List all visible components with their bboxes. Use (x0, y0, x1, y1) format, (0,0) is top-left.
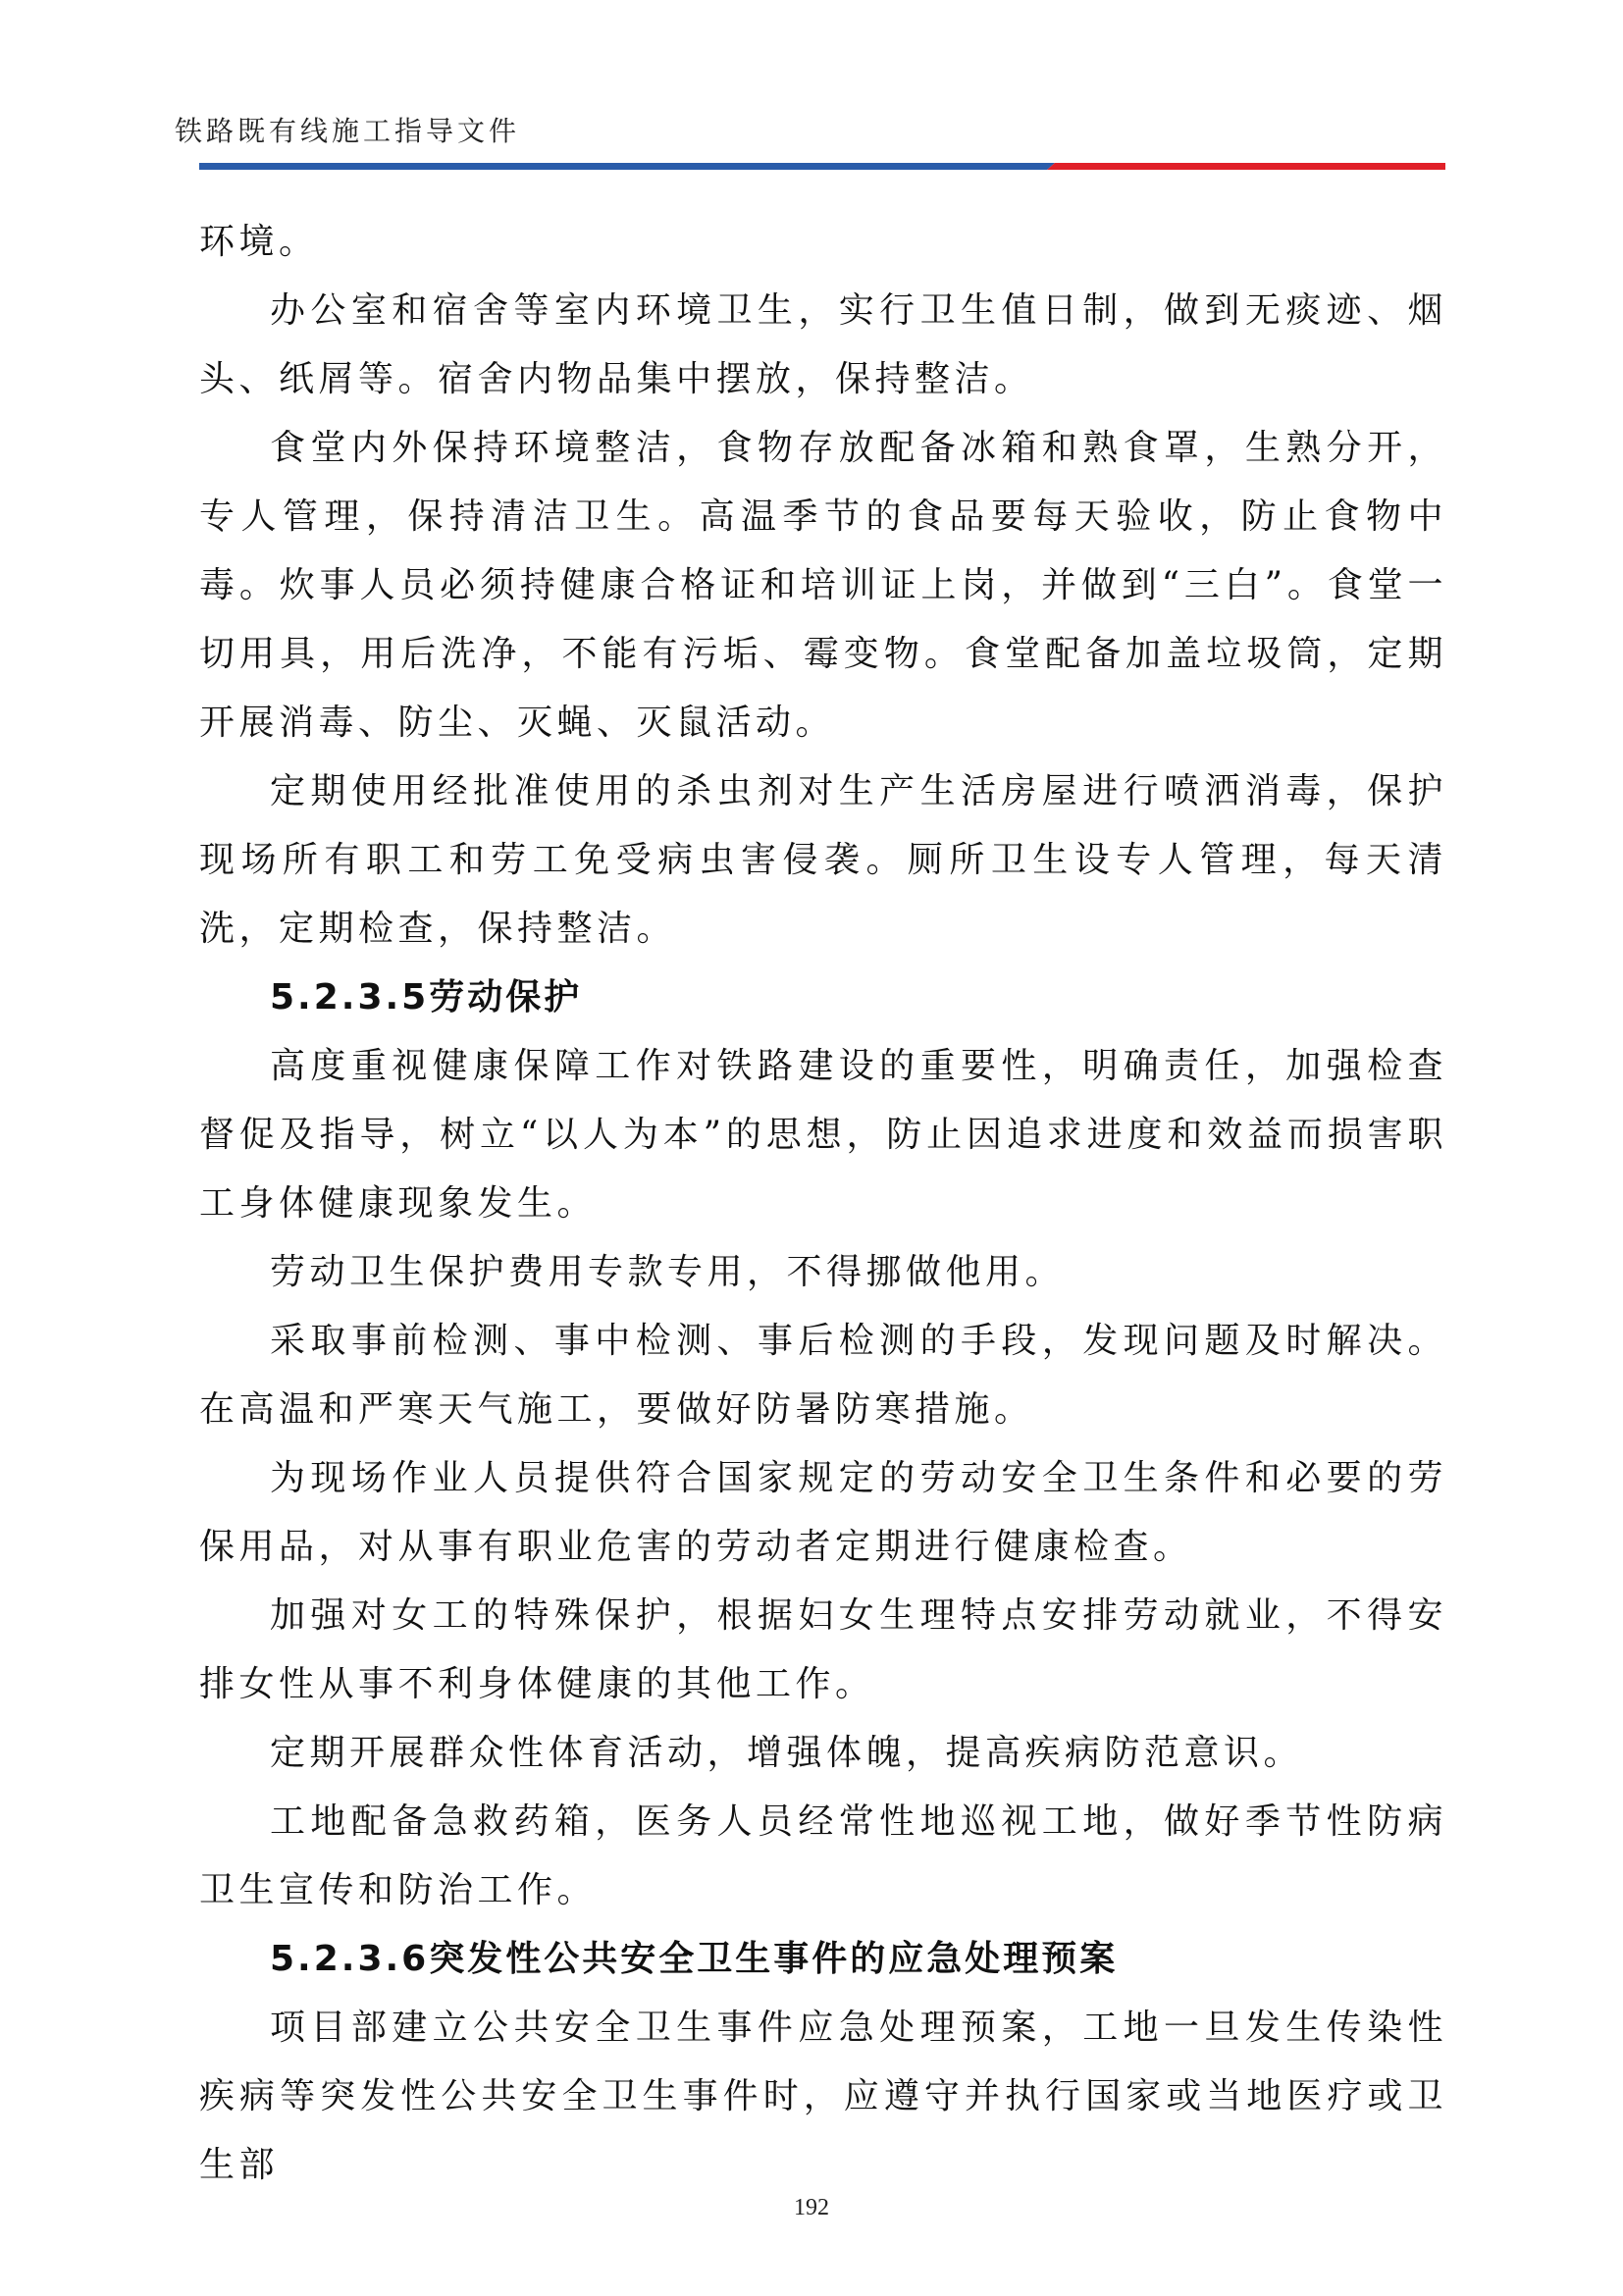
header-rule-red (1047, 163, 1445, 170)
document-header-title: 铁路既有线施工指导文件 (175, 115, 521, 147)
paragraph: 食堂内外保持环境整洁，食物存放配备冰箱和熟食罩，生熟分开，专人管理，保持清洁卫生。高温季节的食品要每天验收，防止食物中毒。炊事人员必须持健康合格证和培训证上岗，并做到“三白”。食堂一切用具，用后洗净，不能有污垢、霉变物。食堂配备加盖垃圾筒，定期开展消毒、防尘、灭蝇、灭鼠活动。 (199, 428, 1447, 743)
paragraph: 加强对女工的特殊保护，根据妇女生理特点安排劳动就业，不得安排女性从事不利身体健康的其他工作。 (199, 1595, 1447, 1704)
paragraph: 项目部建立公共安全卫生事件应急处理预案，工地一旦发生传染性疾病等突发性公共安全卫生事件时，应遵守并执行国家或当地医疗或卫生部 (199, 2008, 1447, 2185)
header-rule (199, 163, 1445, 170)
paragraph: 劳动卫生保护费用专款专用，不得挪做他用。 (270, 1252, 1066, 1292)
paragraph: 采取事前检测、事中检测、事后检测的手段，发现问题及时解决。在高温和严寒天气施工，要做好防暑防寒措施。 (199, 1321, 1447, 1430)
paragraph: 定期使用经批准使用的杀虫剂对生产生活房屋进行喷洒消毒，保护现场所有职工和劳工免受病虫害侵袭。厕所卫生设专人管理，每天清洗，定期检查，保持整洁。 (199, 771, 1447, 949)
paragraph: 高度重视健康保障工作对铁路建设的重要性，明确责任，加强检查督促及指导，树立“以人为本”的思想，防止因追求进度和效益而损害职工身体健康现象发生。 (199, 1046, 1447, 1224)
paragraph: 办公室和宿舍等室内环境卫生，实行卫生值日制，做到无痰迹、烟头、纸屑等。宿舍内物品集中摆放，保持整洁。 (199, 290, 1447, 399)
paragraph: 定期开展群众性体育活动，增强体魄，提高疾病防范意识。 (270, 1733, 1304, 1773)
document-body (199, 208, 1447, 2200)
section-heading-labor-protection: 5.2.3.5劳动保护 (270, 977, 583, 1018)
paragraph: 环境。 (199, 222, 319, 262)
paragraph: 为现场作业人员提供符合国家规定的劳动安全卫生条件和必要的劳保用品，对从事有职业危害的劳动者定期进行健康检查。 (199, 1458, 1447, 1567)
paragraph: 工地配备急救药箱，医务人员经常性地巡视工地，做好季节性防病卫生宣传和防治工作。 (199, 1801, 1447, 1910)
section-heading-emergency-plan: 5.2.3.6突发性公共安全卫生事件的应急处理预案 (270, 1939, 1119, 1979)
header-rule-blue (199, 163, 1055, 170)
page-number: 192 (794, 2195, 829, 2220)
